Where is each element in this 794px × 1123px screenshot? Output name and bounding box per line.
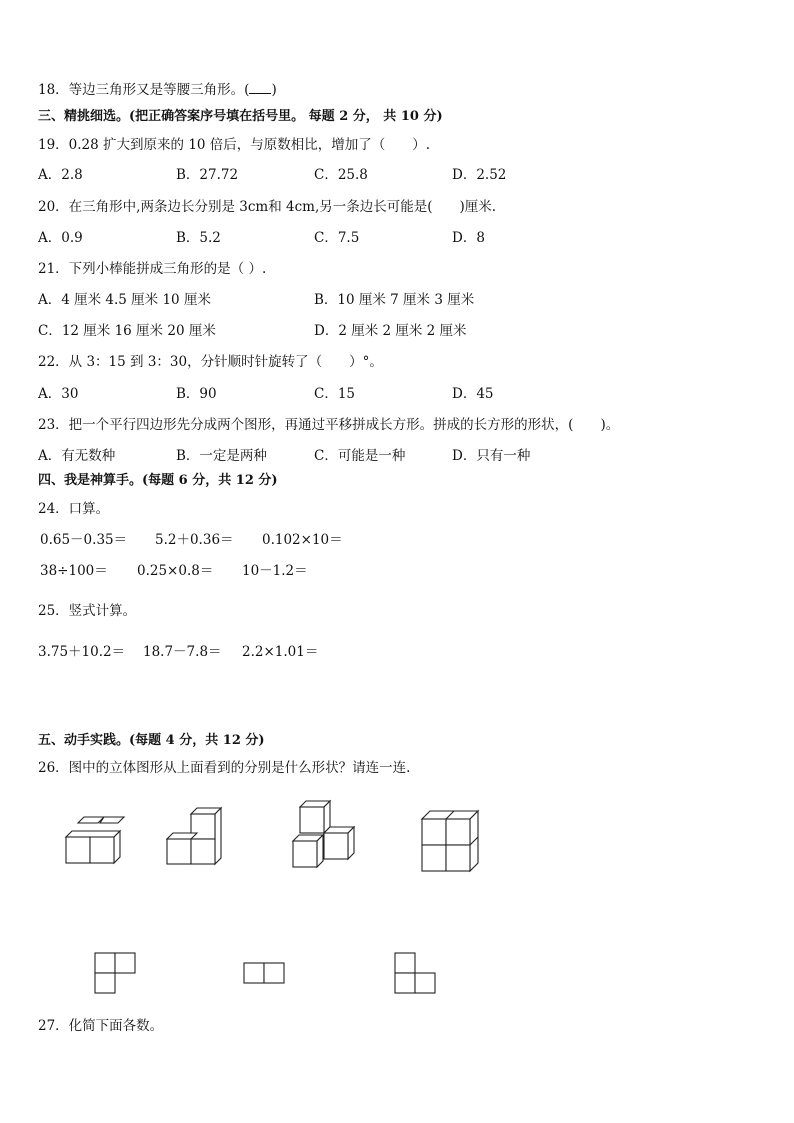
vertical-calc-item: 2.2×1.01＝ bbox=[242, 644, 319, 660]
q19-option-d: D．2.52 bbox=[452, 167, 507, 183]
solid-figure-4 bbox=[416, 809, 488, 875]
q19-option-b: B．27.72 bbox=[176, 167, 239, 183]
vertical-calc-item: 18.7－7.8＝ bbox=[143, 644, 222, 660]
calc-item: 0.25×0.8＝ bbox=[137, 563, 214, 579]
question-19-text: 19．0.28 扩大到原来的 10 倍后，与原数相比，增加了（ ）. bbox=[38, 137, 431, 153]
top-view-2 bbox=[243, 962, 285, 984]
question-22-text: 22．从 3：15 到 3：30，分针顺时针旋转了（ ）°。 bbox=[38, 354, 383, 370]
question-23-text: 23．把一个平行四边形先分成两个图形，再通过平移拼成长方形。拼成的长方形的形状，( )。 bbox=[38, 417, 620, 433]
q21-option-a: A．4 厘米 4.5 厘米 10 厘米 bbox=[38, 292, 211, 308]
q21-option-d: D．2 厘米 2 厘米 2 厘米 bbox=[314, 323, 467, 339]
solid-figure-3 bbox=[288, 797, 368, 873]
calc-item: 0.65－0.35＝ bbox=[40, 532, 128, 548]
q22-option-c: C．15 bbox=[314, 386, 356, 402]
q20-option-b: B．5.2 bbox=[176, 230, 221, 246]
question-18: 18．等边三角形又是等腰三角形。( ) bbox=[38, 82, 277, 98]
question-24-text: 24．口算。 bbox=[38, 501, 110, 517]
q20-option-a: A．0.9 bbox=[38, 230, 83, 246]
top-view-1 bbox=[94, 952, 136, 994]
section-4-heading: 四、我是神算手。(每题 6 分，共 12 分) bbox=[38, 473, 278, 488]
solid-figure-2 bbox=[160, 806, 230, 870]
question-26-text: 26．图中的立体图形从上面看到的分别是什么形状？请连一连. bbox=[38, 760, 411, 776]
section-3-heading: 三、精挑细选。(把正确答案序号填在括号里。 每题 2 分， 共 10 分) bbox=[38, 109, 443, 124]
q22-option-d: D．45 bbox=[452, 386, 494, 402]
solid-figure-1 bbox=[60, 815, 130, 870]
q19-option-c: C．25.8 bbox=[314, 167, 368, 183]
calc-item: 38÷100＝ bbox=[40, 563, 108, 579]
question-27-text: 27．化简下面各数。 bbox=[38, 1018, 164, 1034]
q23-option-a: A．有无数种 bbox=[38, 448, 116, 464]
answer-blank[interactable] bbox=[249, 81, 271, 94]
q20-option-d: D．8 bbox=[452, 230, 485, 246]
question-21-text: 21．下列小棒能拼成三角形的是（ ）. bbox=[38, 261, 267, 277]
q23-option-c: C．可能是一种 bbox=[314, 448, 406, 464]
q22-option-a: A．30 bbox=[38, 386, 79, 402]
q21-option-c: C．12 厘米 16 厘米 20 厘米 bbox=[38, 323, 216, 339]
calc-item: 5.2＋0.36＝ bbox=[155, 532, 234, 548]
q22-option-b: B．90 bbox=[176, 386, 217, 402]
question-18-text: 18．等边三角形又是等腰三角形。( bbox=[38, 82, 250, 98]
q23-option-b: B．一定是两种 bbox=[176, 448, 267, 464]
top-view-3 bbox=[394, 952, 436, 994]
q21-option-b: B．10 厘米 7 厘米 3 厘米 bbox=[314, 292, 475, 308]
calc-item: 0.102×10＝ bbox=[262, 532, 343, 548]
vertical-calc-item: 3.75＋10.2＝ bbox=[38, 644, 126, 660]
q23-option-d: D．只有一种 bbox=[452, 448, 531, 464]
q19-option-a: A．2.8 bbox=[38, 167, 83, 183]
section-5-heading: 五、动手实践。(每题 4 分，共 12 分) bbox=[38, 733, 265, 748]
q20-option-c: C．7.5 bbox=[314, 230, 360, 246]
question-20-text: 20．在三角形中,两条边长分别是 3cm和 4cm,另一条边长可能是( )厘米. bbox=[38, 199, 497, 215]
question-25-text: 25．竖式计算。 bbox=[38, 603, 137, 619]
calc-item: 10－1.2＝ bbox=[242, 563, 308, 579]
